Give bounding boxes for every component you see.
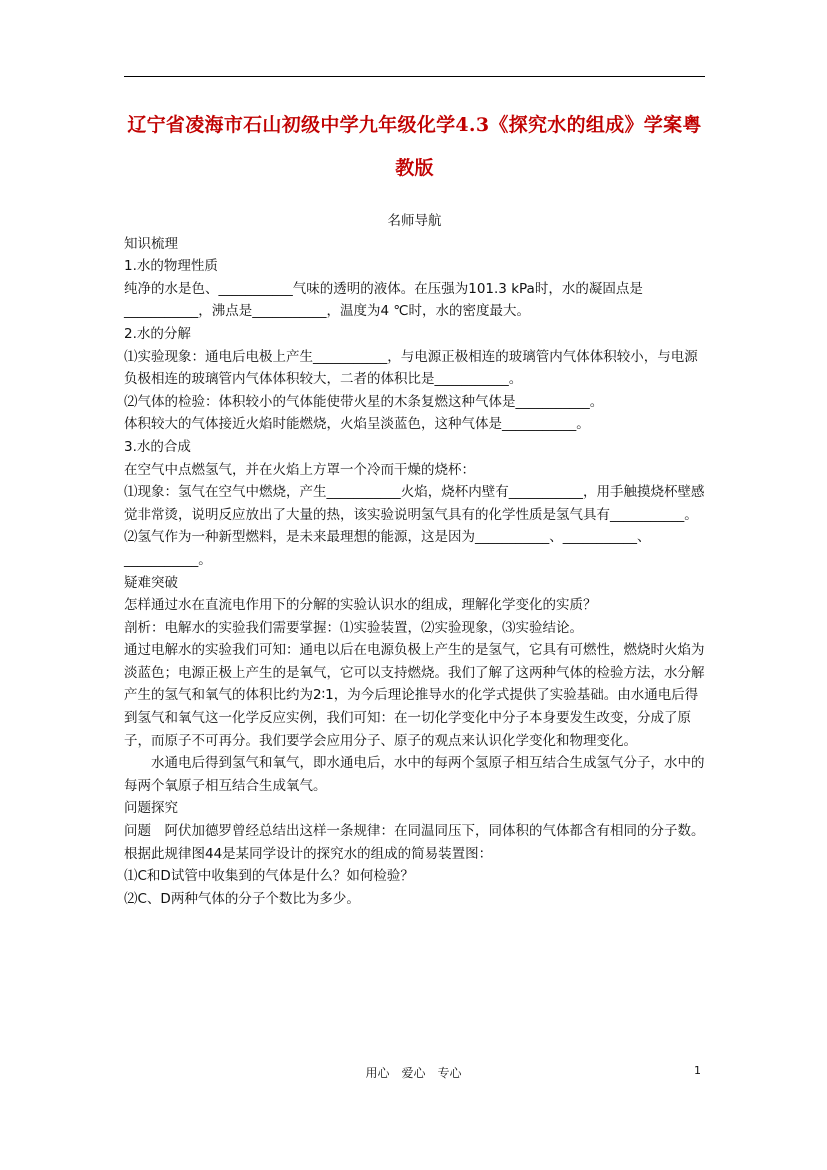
paragraph: ⑴C和D试管中收集到的气体是什么？如何检验？ [124,868,414,885]
paragraph: ⑵气体的检验：体积较小的气体能使带火星的木条复燃这种气体是___________。 [124,393,604,410]
paragraph: 问题探究 [124,800,178,817]
paragraph: 问题 阿伏加德罗曾经总结出这样一条规律：在同温同压下，同体积的气体都含有相同的分子数。根据此规律图44是某同学设计的探究水的组成的简易装置图： [124,823,705,862]
document-body [124,210,705,910]
paragraph: 水通电后得到氢气和氧气，即水通电后，水中的每两个氢原子相互结合生成氢气分子，水中的每两个氧原子相互结合生成氧气。 [124,755,705,794]
paragraph: 通过电解水的实验我们可知：通电以后在电源负极上产生的是氢气，它具有可燃性，燃烧时火焰为淡蓝色；电源正极上产生的是氧气，它可以支持燃烧。我们了解了这两种气体的检验方法，水分解产生的氢气和氧气的体积比约为2∶1，为今后理论推导水的化学式提供了实验基础。由水通电后得到氢气和氧气这一化学反应实例，我们可知：在一切化学变化中分子本身要发生改变，分成了原子，而原子不可再分。我们要学会应用分子、原子的观点来认识化学变化和物理变化。 [124,642,705,749]
header-rule [124,76,705,77]
paragraph: 纯净的水是色、___________气味的透明的液体。在压强为101.3 kPa时，水的凝固点是___________，沸点是___________，温度为4 ℃时，水的密度最大。 [124,280,643,320]
paragraph: 体积较大的气体接近火焰时能燃烧，火焰呈淡蓝色，这种气体是___________。 [124,416,590,433]
paragraph: 怎样通过水在直流电作用下的分解的实验认识水的组成，理解化学变化的实质？ [124,597,597,614]
paragraph: 剖析：电解水的实验我们需要掌握：⑴实验装置，⑵实验现象，⑶实验结论。 [124,619,583,636]
page-footer: 用心 爱心 专心 [365,1066,462,1080]
document-title: 辽宁省凌海市石山初级中学九年级化学4.3《探究水的组成》学案粤教版 [127,114,702,179]
section-heading: 名师导航 [387,213,442,229]
paragraph: 3.水的合成 [124,438,191,455]
paragraph: 2.水的分解 [124,325,191,342]
paragraph: ⑵氢气作为一种新型燃料，是未来最理想的能源，这是因为___________、___________、___________。 [124,529,651,568]
page-number: 1 [694,1064,701,1077]
paragraph: ⑵C、D两种气体的分子个数比为多少。 [124,890,360,907]
paragraph: 疑难突破 [124,574,178,591]
paragraph: ⑴现象：氢气在空气中燃烧，产生___________火焰，烧杯内壁有___________，用手触摸烧杯壁感觉非常烫，说明反应放出了大量的热，该实验说明氢气具有的化学性质是氢气具有___________。 [124,484,705,523]
paragraph: 知识梳理 [124,235,178,252]
paragraph: 在空气中点燃氢气，并在火焰上方罩一个冷而干燥的烧杯： [124,461,475,478]
paragraph: ⑴实验现象：通电后电极上产生___________，与电源正极相连的玻璃管内气体体积较小，与电源负极相连的玻璃管内气体体积较大，二者的体积比是___________。 [124,348,698,388]
paragraph: 1.水的物理性质 [124,258,218,275]
